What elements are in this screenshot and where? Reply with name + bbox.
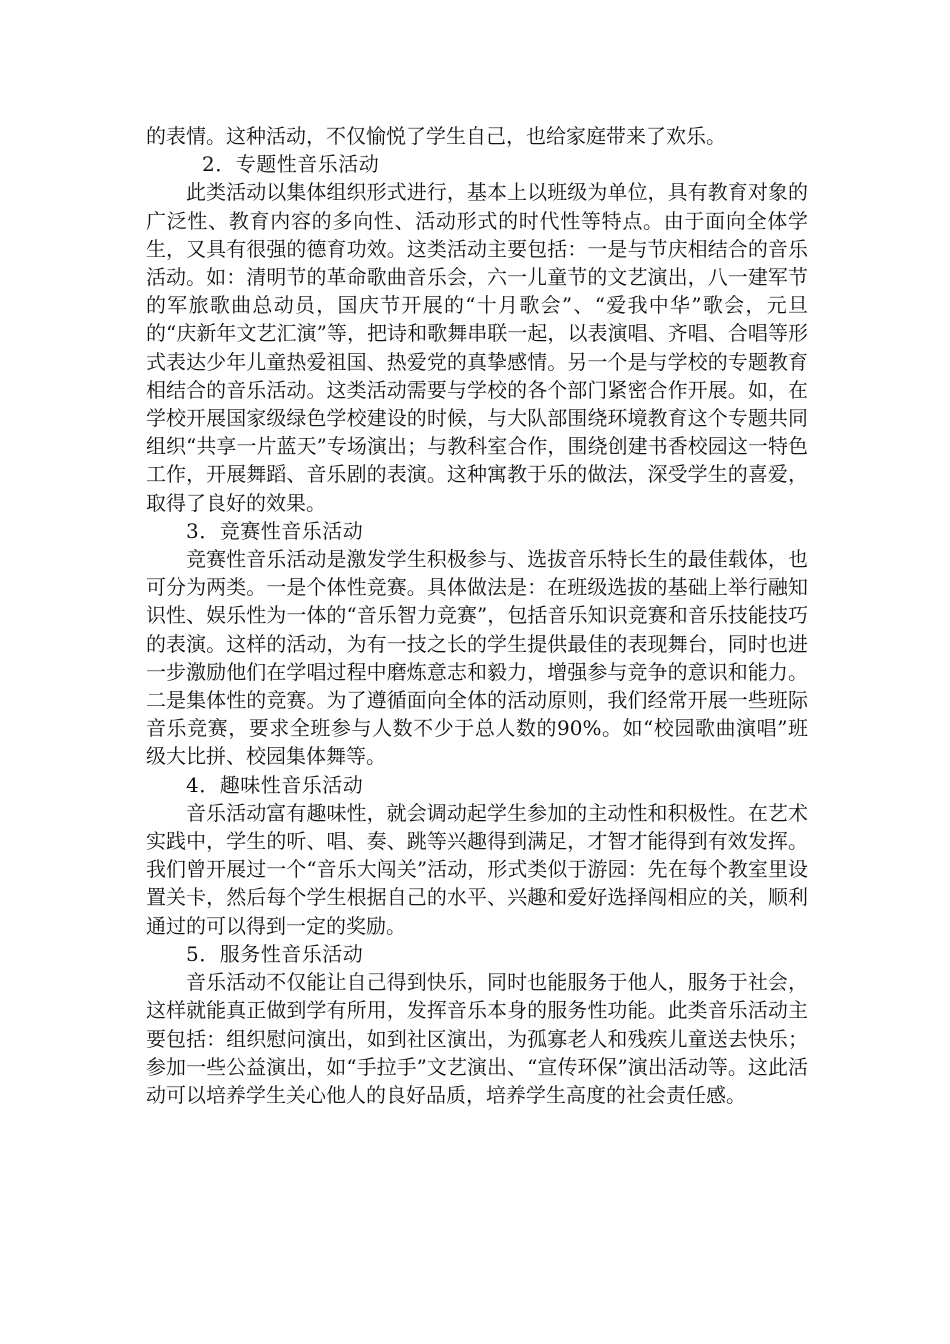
section-heading-5: 5．服务性音乐活动 [186,941,364,966]
section-body-2: 此类活动以集体组织形式进行，基本上以班级为单位，具有教育对象的广泛性、教育内容的多向性、活动形式的时代性等特点。由于面向全体学生，又具有很强的德育功效。这类活动主要包括：一是与节庆相结合的音乐活动。如：清明节的革命歌曲音乐会，六一儿童节的文艺演出，八一建军节的军旅歌曲总动员，国庆节开展的“十月歌会”、“爱我中华”歌会，元旦的“庆新年文艺汇演”等，把诗和歌舞串联一起，以表演唱、齐唱、合唱等形式表达少年儿童热爱祖国、热爱党的真挚感情。另一个是与学校的专题教育相结合的音乐活动。这类活动需要与学校的各个部门紧密合作开展。如，在学校开展国家级绿色学校建设的时候，与大队部围绕环境教育这个专题共同组织“共享一片蓝天”专场演出；与教科室合作，围绕创建书香校园这一特色工作，开展舞蹈、音乐剧的表演。这种寓教于乐的做法，深受学生的喜爱，取得了良好的效果。 [146,180,808,515]
section-body-4: 音乐活动富有趣味性，就会调动起学生参加的主动性和积极性。在艺术实践中，学生的听、唱、奏、跳等兴趣得到满足，才智才能得到有效发挥。我们曾开展过一个“音乐大闯关”活动，形式类似于游园：先在每个教室里设置关卡，然后每个学生根据自己的水平、兴趣和爱好选择闯相应的关，顺利通过的可以得到一定的奖励。 [146,800,808,938]
section-heading-3: 3．竞赛性音乐活动 [186,518,364,543]
section-body-3: 竞赛性音乐活动是激发学生积极参与、选拔音乐特长生的最佳载体，也可分为两类。一是个体性竞赛。具体做法是：在班级选拔的基础上举行融知识性、娱乐性为一体的“音乐智力竞赛”，包括音乐知识竞赛和音乐技能技巧的表演。这样的活动，为有一技之长的学生提供最佳的表现舞台，同时也进一步激励他们在学唱过程中磨炼意志和毅力，增强参与竞争的意识和能力。二是集体性的竞赛。为了遵循面向全体的活动原则，我们经常开展一些班际音乐竞赛，要求全班参与人数不少于总人数的90%。如“校园歌曲演唱”班级大比拼、校园集体舞等。 [146,547,808,769]
section-heading-2: 2．专题性音乐活动 [202,152,380,177]
opening-paragraph: 的表情。这种活动，不仅愉悦了学生自己，也给家庭带来了欢乐。 [146,124,726,148]
section-heading-4: 4．趣味性音乐活动 [186,772,364,797]
document-body [146,122,808,1109]
section-body-5: 音乐活动不仅能让自己得到快乐，同时也能服务于他人，服务于社会，这样就能真正做到学有所用，发挥音乐本身的服务性功能。此类音乐活动主要包括：组织慰问演出，如到社区演出，为孤寡老人和残疾儿童送去快乐；参加一些公益演出，如“手拉手”文艺演出、“宣传环保”演出活动等。这此活动可以培养学生关心他人的良好品质，培养学生高度的社会责任感。 [146,970,808,1107]
